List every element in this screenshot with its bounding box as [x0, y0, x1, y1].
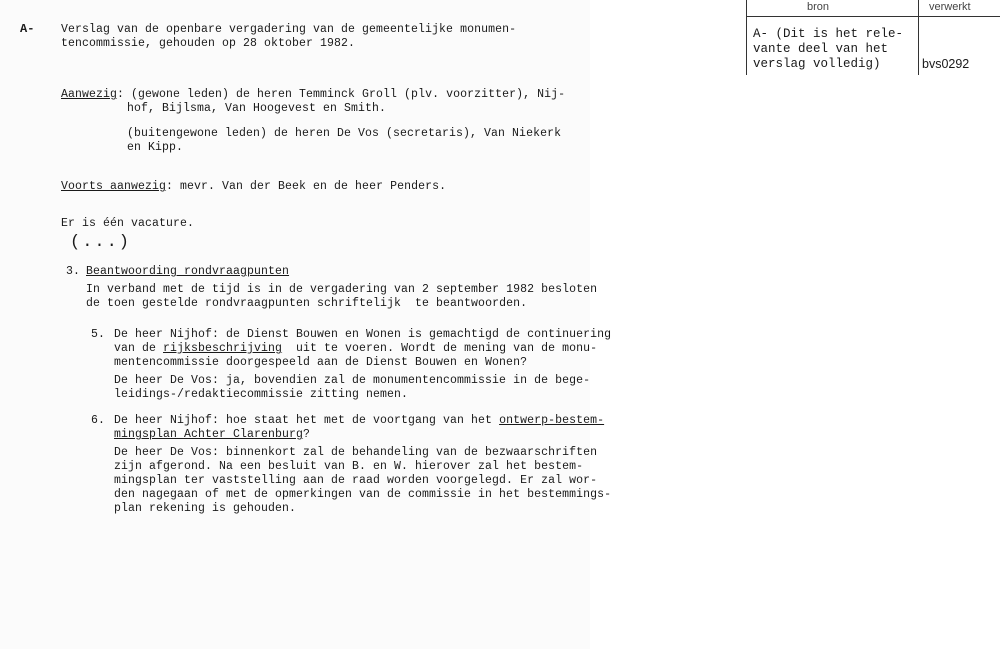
item5-q2-underlined: rijksbeschrijving — [163, 342, 283, 355]
item6-question-line-2 — [114, 427, 310, 442]
vacature-line: Er is één vacature. — [61, 217, 195, 230]
item6-answer-line-2: zijn afgerond. Na een besluit van B. en W. hierover zal het bestem- — [114, 460, 584, 473]
voorts-label: Voorts aanwezig — [61, 180, 167, 193]
section-title: Beantwoording rondvraagpunten — [86, 265, 290, 278]
item5-answer-line-2: leidings-/redaktiecommissie zitting nemen. — [114, 388, 409, 401]
item6-answer-line-3: mingsplan ter vaststelling aan de raad worden voorgelegd. Er zal wor- — [114, 474, 598, 487]
item6-q1-pre: De heer Nijhof: hoe staat het met de voortgang van het — [114, 414, 500, 427]
item6-q2-underlined: mingsplan Achter Clarenburg — [114, 428, 304, 441]
title-line-2: tencommissie, gehouden op 28 oktober 1982. — [61, 37, 356, 50]
aanwezig-text: : (gewone leden) de heren Temminck Groll (plv. voorzitter), Nij- — [117, 88, 566, 101]
table-header-rule — [747, 16, 1000, 17]
item6-q2-post: ? — [303, 428, 311, 441]
intro-line-1: In verband met de tijd is in de vergadering van 2 september 1982 besloten — [86, 283, 598, 296]
item5-number: 5. — [91, 328, 106, 341]
section-number: 3. — [66, 265, 81, 278]
item5-q2-pre: van de — [114, 342, 164, 355]
source-note: A- (Dit is het rele- vante deel van het verslag volledig) — [753, 27, 904, 71]
section-marker: A- — [20, 22, 35, 36]
item5-answer-line-1: De heer De Vos: ja, bovendien zal de monumentencommissie in de bege- — [114, 374, 591, 387]
ellipsis: (...) — [70, 233, 132, 252]
bron-header: bron — [807, 1, 830, 13]
item6-answer-line-5: plan rekening is gehouden. — [114, 502, 297, 515]
item5-q2-post: uit te voeren. Wordt de mening van de monu- — [282, 342, 598, 355]
table-divider — [918, 0, 919, 75]
item6-answer-line-4: den nagegaan of met de opmerkingen van de commissie in het bestemmings- — [114, 488, 612, 501]
verwerkt-header: verwerkt — [929, 1, 971, 13]
source-code: bvs0292 — [922, 57, 970, 71]
intro-line-2: de toen gestelde rondvraagpunten schriftelijk te beantwoorden. — [86, 297, 528, 310]
source-table — [746, 0, 1000, 75]
item6-question-line-1 — [114, 413, 604, 428]
buitengewoon-line-2: en Kipp. — [127, 141, 184, 154]
title-line-1: Verslag van de openbare vergadering van de gemeentelijke monumen- — [61, 23, 517, 36]
aanwezig-label: Aanwezig — [61, 88, 118, 101]
aanwezig-line-1 — [61, 87, 565, 102]
item5-question-line-2 — [114, 341, 597, 356]
voorts-text: : mevr. Van der Beek en de heer Penders. — [166, 180, 447, 193]
item6-q1-underlined: ontwerp-bestem- — [499, 414, 605, 427]
item6-answer-line-1: De heer De Vos: binnenkort zal de behandeling van de bezwaarschriften — [114, 446, 598, 459]
aanwezig-line-2: hof, Bijlsma, Van Hoogevest en Smith. — [127, 102, 387, 115]
item6-number: 6. — [91, 414, 106, 427]
voorts-aanwezig-line — [61, 179, 446, 194]
item5-question-line-3: mentencommissie doorgespeeld aan de Dienst Bouwen en Wonen? — [114, 356, 528, 369]
buitengewoon-line-1: (buitengewone leden) de heren De Vos (secretaris), Van Niekerk — [127, 127, 562, 140]
item5-question-line-1: De heer Nijhof: de Dienst Bouwen en Wonen is gemachtigd de continuering — [114, 328, 612, 341]
